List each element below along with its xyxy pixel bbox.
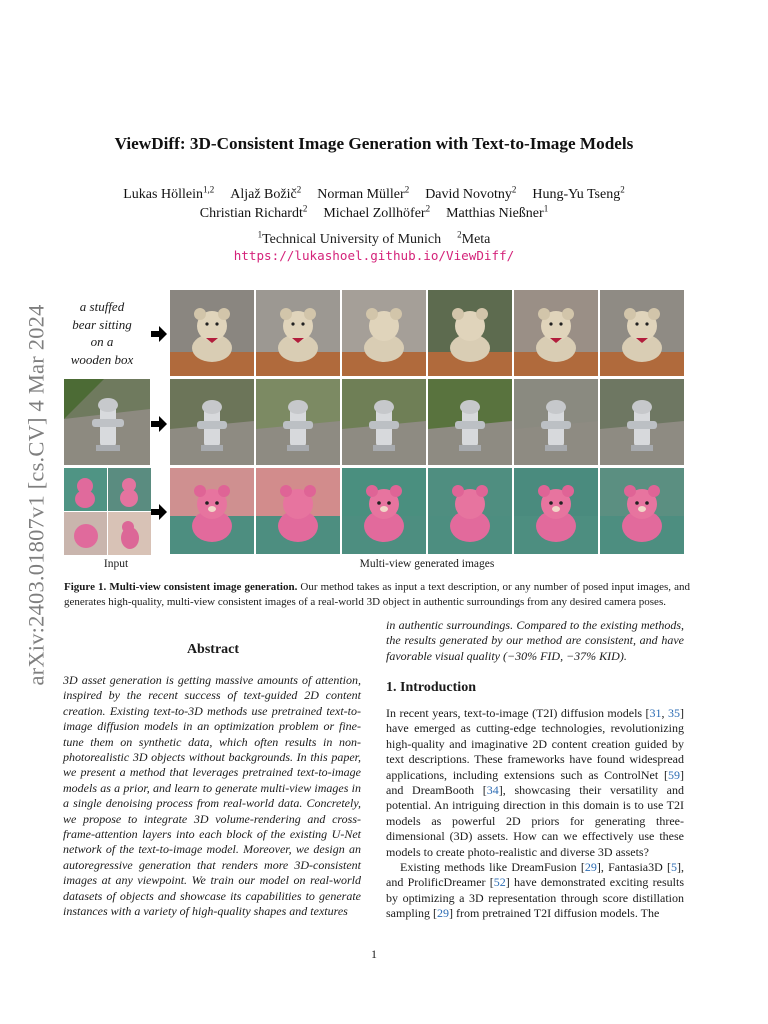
- generated-view-pink-bear: [514, 468, 598, 554]
- author-affiliation-marker: 2: [302, 203, 308, 213]
- author-name: Matthias Nießner$^1$: [446, 203, 549, 221]
- author-name: Hung-Yu Tseng$^2$: [532, 184, 625, 202]
- affiliation: $^1$Technical University of Munich: [257, 229, 442, 247]
- citation-link[interactable]: 29: [437, 906, 449, 921]
- introduction-body: [386, 706, 684, 922]
- arrow-right-icon: [150, 325, 168, 343]
- project-url-link[interactable]: https://lukashoel.github.io/ViewDiff/: [233, 248, 515, 263]
- abstract-heading: Abstract: [186, 642, 240, 657]
- author-name: Aljaž Božič$^2$: [230, 184, 302, 202]
- input-image-bear: [108, 468, 151, 511]
- generated-view-hydrant: [600, 379, 684, 465]
- author-affiliation-marker: 2: [296, 184, 302, 194]
- arxiv-identifier: arXiv:2403.01807v1 [cs.CV] 4 Mar 2024: [24, 304, 50, 686]
- input-image-bear: [64, 512, 107, 555]
- generated-view-pink-bear: [428, 468, 512, 554]
- arrow-right-icon: [150, 415, 168, 433]
- affiliations: [60, 229, 688, 248]
- output-column-label: Multi-view generated images: [359, 558, 495, 570]
- generated-view-teddy: [514, 290, 598, 376]
- citation-link[interactable]: 59: [668, 767, 680, 782]
- citation-link[interactable]: 34: [486, 783, 499, 798]
- author-affiliation-marker: 2: [620, 184, 625, 194]
- caption-label: Figure 1. Multi-view consistent image generation.: [64, 581, 298, 593]
- text-prompt: [66, 298, 138, 368]
- author-affiliation-marker: 2: [404, 184, 410, 194]
- affiliation-marker: 1: [257, 229, 263, 239]
- author-affiliation-marker: 1: [543, 203, 549, 213]
- author-list-line-2: [60, 203, 688, 222]
- generated-view-hydrant: [170, 379, 254, 465]
- author-affiliation-marker: 1,2: [202, 184, 215, 194]
- intro-paragraph: In recent years, text-to-image (T2I) diffusion models [31, 35] have emerged as cutting-edge technologies, revolutionizing high-quality and imaginative 2D content creation guided by text descriptions. These frameworks have found widespread applications, including extensions such as ControlNet [59] and DreamBooth [34], showcasing their versatility and potential. An intriguing direction in this domain is to use T2I models as powerful 2D priors for generating three-dimensional (3D) assets. How can we effectively use these models to create photo-realistic and diverse 3D assets?: [386, 706, 685, 859]
- author-name: David Novotny$^2$: [425, 184, 517, 202]
- generated-view-teddy: [256, 290, 340, 376]
- abstract-body: 3D asset generation is getting massive amounts of attention, inspired by the recent success of text-guided 2D content creation. Existing text-to-3D methods use pretrained text-to-image diffusion models in an optimization problem or fine-tune them on synthetic data, which often results in non-photorealistic 3D objects without backgrounds. In this paper, we present a method that leverages pretrained text-to-image models as a prior, and learn to generate multi-view images in a single denoising process from real-world data. Concretely, we propose to integrate 3D volume-rendering and cross-frame-attention layers into each block of the existing U-Net network of the text-to-image model. Moreover, we design an autoregressive generation that renders more 3D-consistent images at any viewpoint. We train our model on real-world datasets of objects and showcase its capabilities to generate instances with a variety of high-quality shapes and textures: [63, 673, 361, 919]
- author-affiliation-marker: 2: [511, 184, 517, 194]
- generated-view-hydrant: [514, 379, 598, 465]
- figure-caption: [64, 580, 690, 610]
- prompt-line: a stuffed: [79, 299, 125, 314]
- generated-view-hydrant: [342, 379, 426, 465]
- abstract-continuation: in authentic surroundings. Compared to the existing methods, the results generated by our method are consistent, and have favorable visual quality (−30% FID, −37% KID).: [386, 618, 684, 663]
- arrow-right-icon: [150, 503, 168, 521]
- citation-link[interactable]: 29: [584, 860, 597, 875]
- prompt-line: bear sitting: [72, 316, 132, 332]
- author-list-line-1: [60, 184, 688, 203]
- author-name: Christian Richardt$^2$: [199, 203, 308, 221]
- author-name: Lukas Höllein$^{1,2}$: [123, 184, 215, 202]
- generated-view-pink-bear: [170, 468, 254, 554]
- arxiv-side-stamp: [14, 272, 60, 718]
- generated-view-teddy: [170, 290, 254, 376]
- generated-view-pink-bear: [600, 468, 684, 554]
- citation-link[interactable]: 52: [493, 875, 506, 890]
- citation-link[interactable]: 5: [671, 860, 677, 875]
- paper-title: ViewDiff: 3D-Consistent Image Generation with Text-to-Image Models: [114, 134, 634, 153]
- input-column-label: Input: [103, 558, 129, 570]
- intro-paragraph: Existing methods like DreamFusion [29], Fantasia3D [5], and ProlificDreamer [52] have demonstrated exciting results by optimizing a 3D representation through score distillation sampling [29] from pretrained T2I diffusion models. The: [386, 860, 684, 921]
- generated-view-hydrant: [256, 379, 340, 465]
- generated-view-pink-bear: [342, 468, 426, 554]
- affiliation: $^2$Meta: [457, 229, 491, 247]
- input-image-bear: [64, 468, 107, 511]
- affiliation-marker: 2: [457, 229, 462, 239]
- input-image-bear: [108, 512, 151, 555]
- generated-view-hydrant: [428, 379, 512, 465]
- generated-view-teddy: [600, 290, 684, 376]
- generated-view-pink-bear: [256, 468, 340, 554]
- generated-view-teddy: [342, 290, 426, 376]
- prompt-line: on a: [90, 334, 114, 349]
- citation-link[interactable]: 35: [668, 706, 681, 720]
- prompt-line: wooden box: [70, 351, 134, 367]
- author-name: Norman Müller$^2$: [317, 184, 410, 202]
- input-image-hydrant: [64, 379, 150, 465]
- introduction-heading: 1. Introduction: [386, 680, 476, 695]
- author-name: Michael Zollhöfer$^2$: [323, 203, 431, 221]
- caption-text: Our method takes as input a text description, or any number of posed input images, and generates high-quality, multi-view consistent images of a real-world 3D object in authentic surroundings from any desired camera poses.: [64, 581, 690, 608]
- page-number: 1: [371, 947, 377, 961]
- generated-view-teddy: [428, 290, 512, 376]
- author-affiliation-marker: 2: [425, 203, 431, 213]
- citation-link[interactable]: 31: [649, 706, 662, 720]
